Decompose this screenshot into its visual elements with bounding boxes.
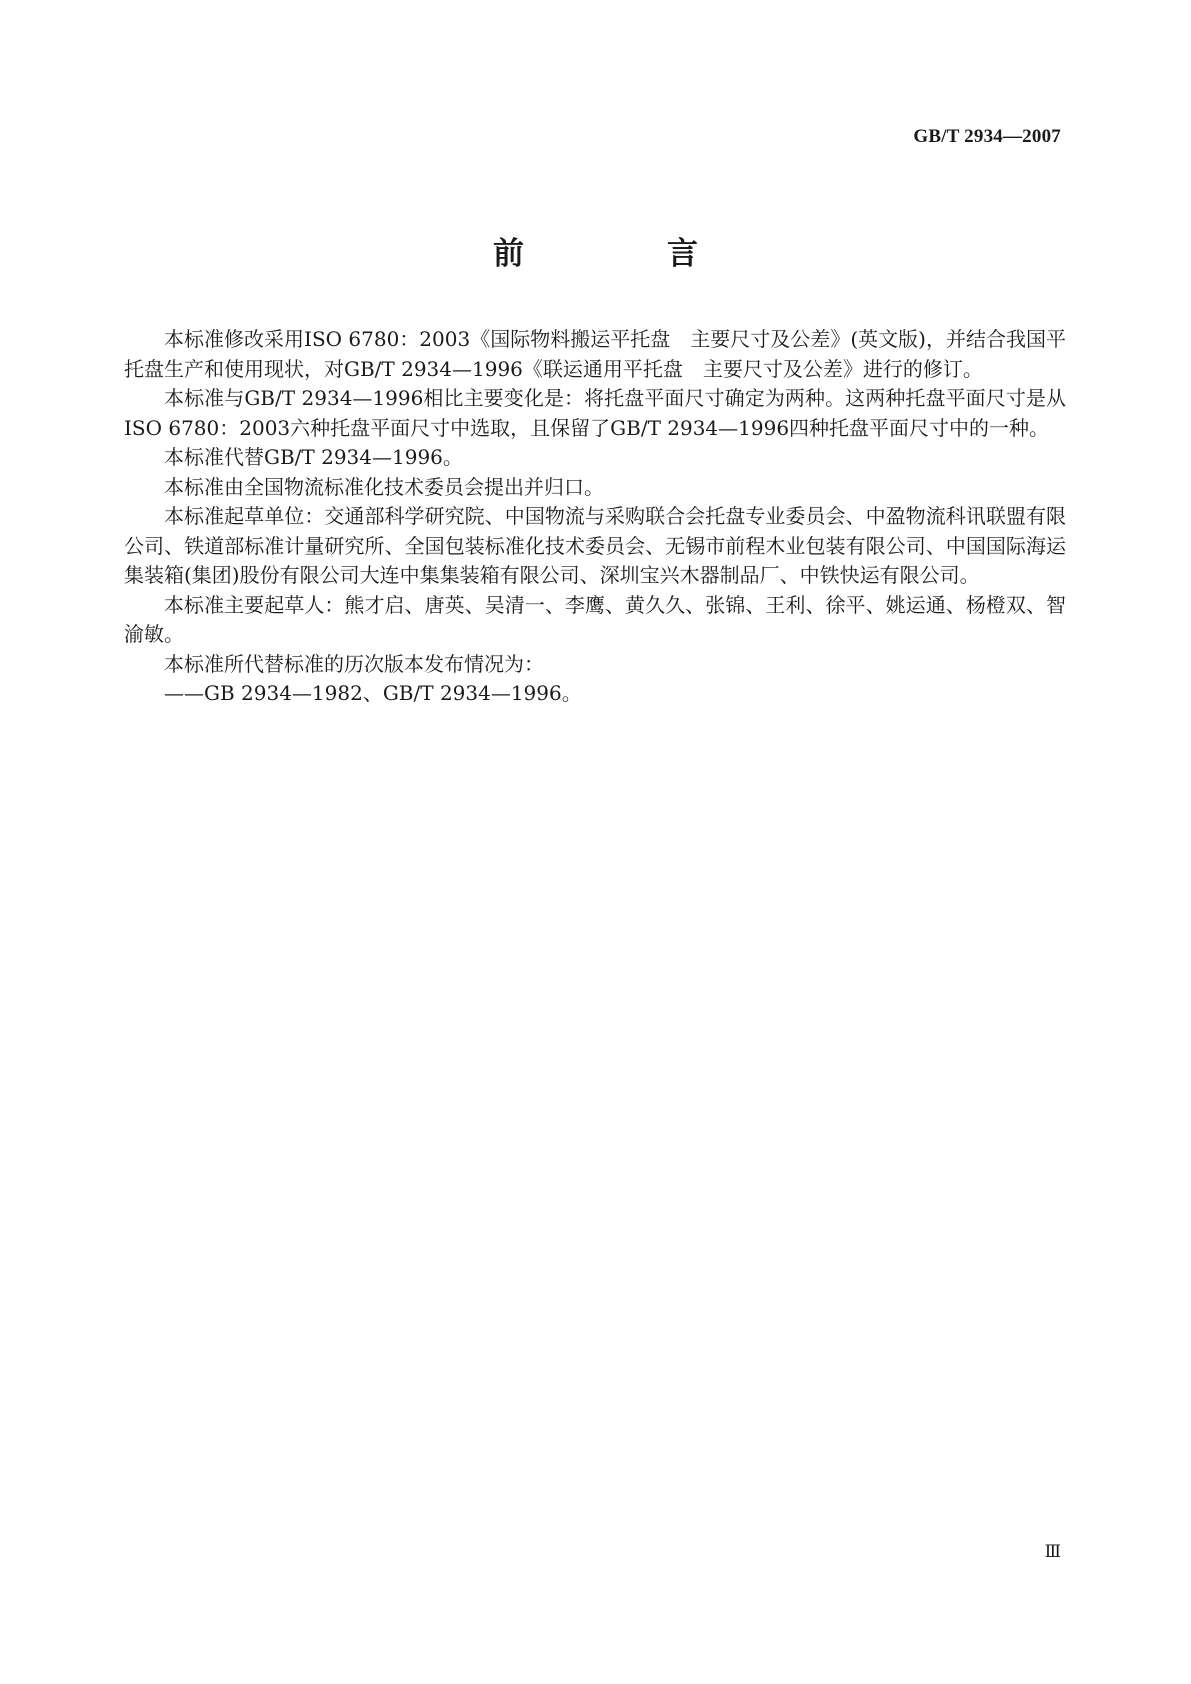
paragraph-drafting-units: 本标准起草单位：交通部科学研究院、中国物流与采购联合会托盘专业委员会、中盈物流科讯联盟有限公司、铁道部标准计量研究所、全国包装标准化技术委员会、无锡市前程木业包装有限公司、中国国际海运集装箱(集团)股份有限公司大连中集集装箱有限公司、深圳宝兴木器制品厂、中铁快运有限公司。 [124,504,1066,587]
foreword-body [124,325,1066,709]
paragraph-history-list: ——GB 2934—1982、GB/T 2934—1996。 [164,681,582,705]
paragraph-changes: 本标准与GB/T 2934—1996相比主要变化是：将托盘平面尺寸确定为两种。这两种托盘平面尺寸是从ISO 6780：2003六种托盘平面尺寸中选取，且保留了GB/T 2934—1996四种托盘平面尺寸中的一种。 [124,386,1066,440]
page-title: 前 言 [493,236,754,272]
paragraph-history-intro: 本标准所代替标准的历次版本发布情况为： [164,651,544,676]
paragraph-adoption: 本标准修改采用ISO 6780：2003《国际物料搬运平托盘 主要尺寸及公差》(英文版)，并结合我国平托盘生产和使用现状，对GB/T 2934—1996《联运通用平托盘 主要尺寸及公差》进行的修订。 [124,327,1066,381]
page-number: Ⅲ [1044,1542,1061,1561]
paragraph-proposer: 本标准由全国物流标准化技术委员会提出并归口。 [164,474,604,499]
paragraph-replaces: 本标准代替GB/T 2934—1996。 [164,445,463,469]
standard-code: GB/T 2934—2007 [913,126,1061,147]
paragraph-drafters: 本标准主要起草人：熊才启、唐英、吴清一、李鹰、黄久久、张锦、王利、徐平、姚运通、杨橙双、智渝敏。 [124,592,1066,646]
